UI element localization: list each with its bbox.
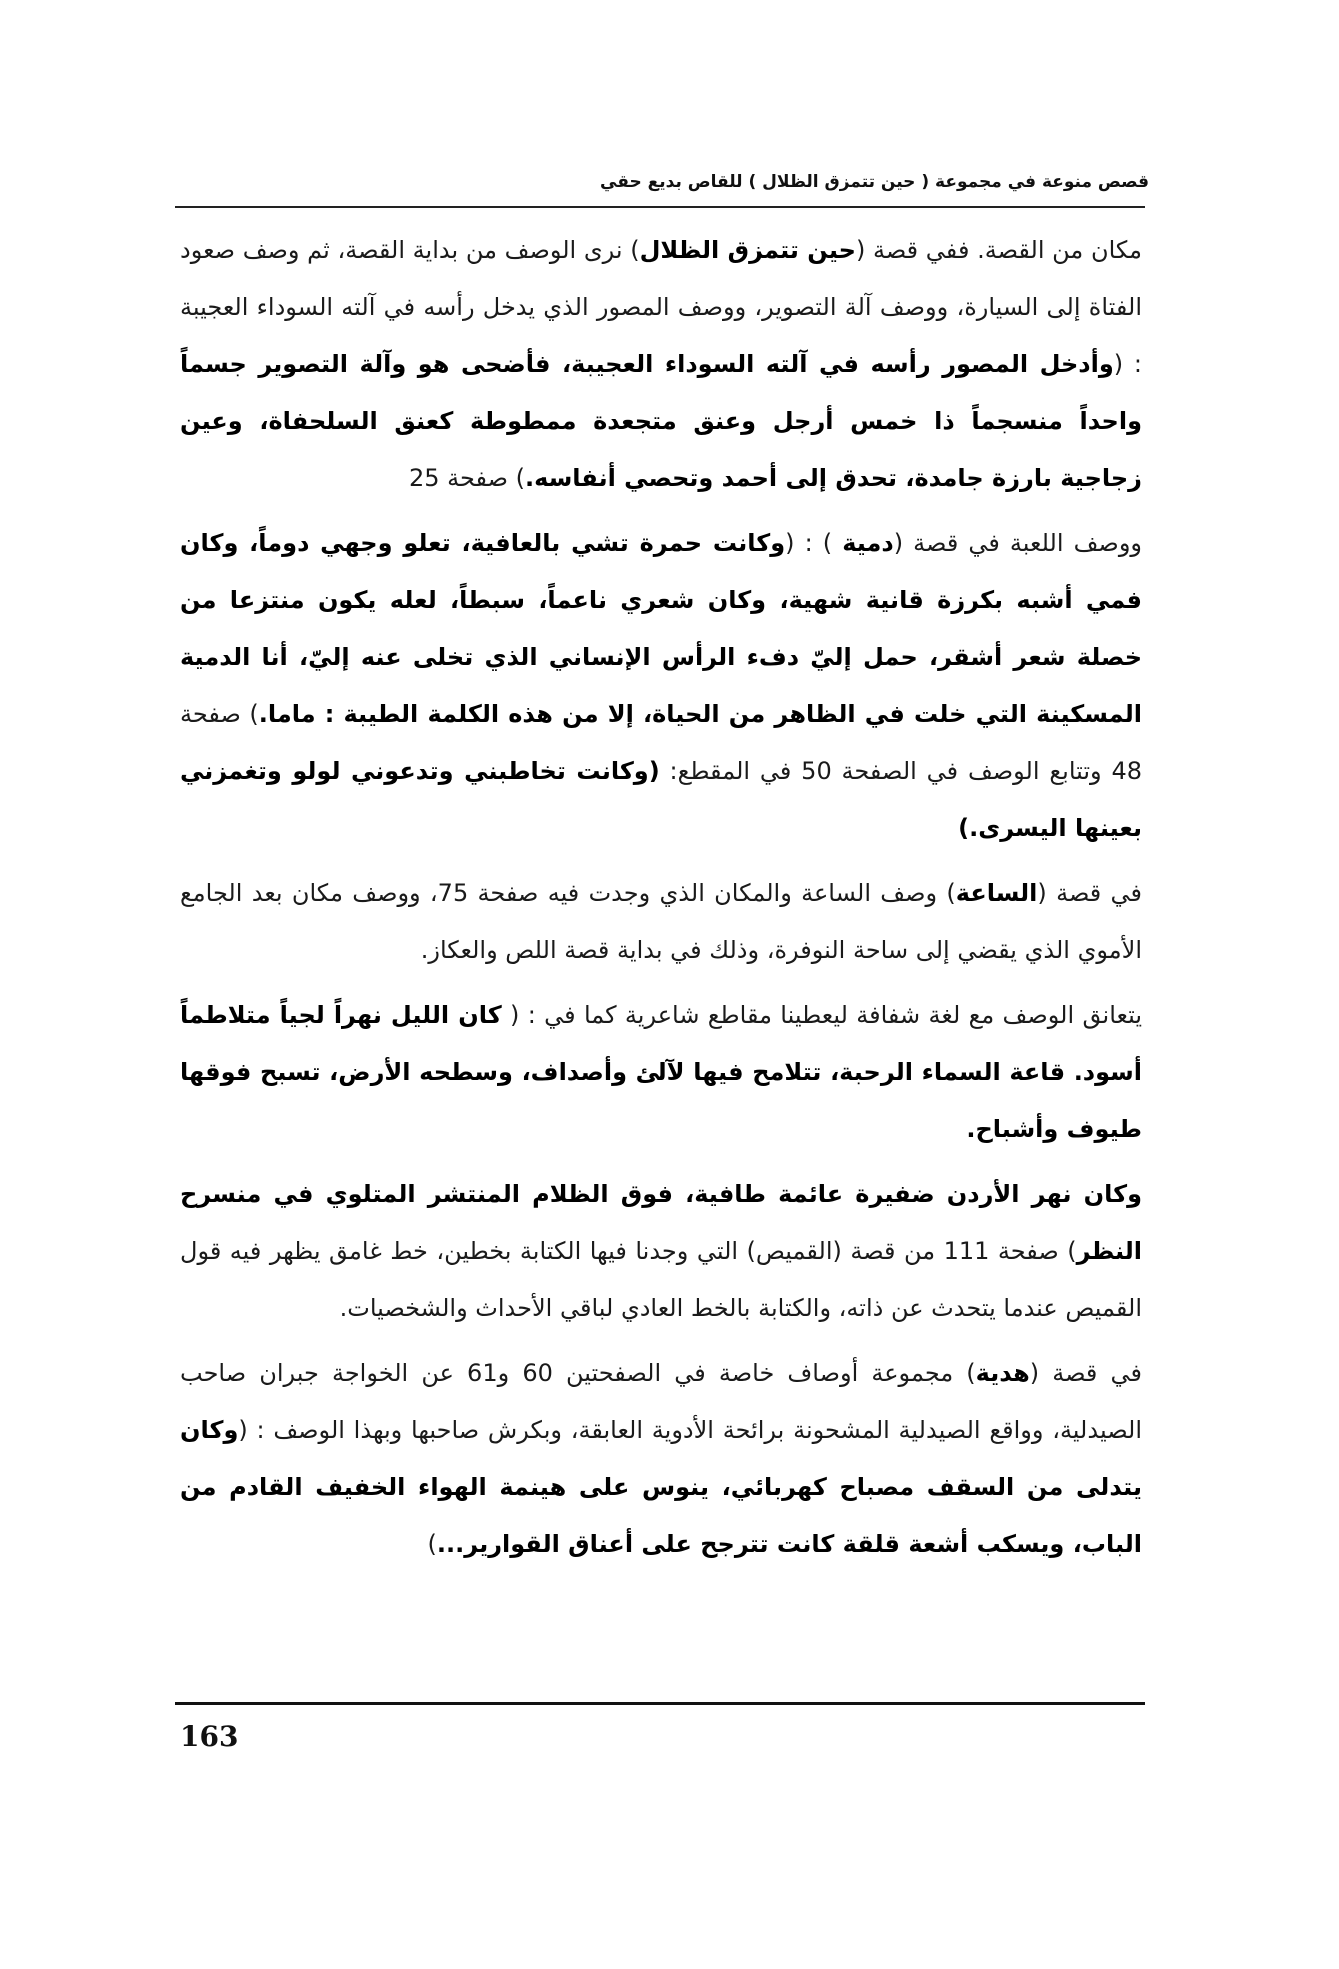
bold-quote: حين تتمزق الظلال [639,236,856,264]
text-run: ) مجموعة أوصاف خاصة في الصفحتين 60 و61 عن الخواجة جبران صاحب الصيدلية، وواقع الصيدلية المشحونة برائحة الأدوية العابقة، وبكرش صاحبها وبهذا الوصف : ( [180,1359,1142,1444]
page-number: 163 [180,1720,239,1753]
bold-quote: الساعة [955,879,1038,907]
bold-quote: هدية [975,1359,1030,1387]
paragraph [180,515,1142,857]
bold-quote: (وكانت تخاطبني وتدعوني لولو وتغمزني بعينها اليسرى.) [180,757,1142,842]
text-run: ) وصف الساعة والمكان الذي وجدت فيه صفحة 75، ووصف مكان بعد الجامع الأموي الذي يقضي إلى ساحة النوفرة، وذلك في بداية قصة اللص والعكاز. [180,879,1142,964]
text-run: ) صفحة 25 [408,464,526,492]
paragraph [180,865,1142,979]
text-run: يتعانق الوصف مع لغة شفافة ليعطينا مقاطع شاعرية كما في : ( [501,1001,1142,1029]
bold-quote: دمية [842,529,894,557]
text-run: ) صفحة 111 من قصة (القميص) التي وجدنا فيها الكتابة بخطين، خط غامق يظهر فيه قول القميص عندما يتحدث عن ذاته، والكتابة بالخط العادي لباقي الأحداث والشخصيات. [180,1237,1142,1322]
text-run: ) صفحة 48 وتتابع الوصف في الصفحة 50 في المقطع: [180,700,1143,785]
footer-rule [175,1702,1145,1705]
bold-quote: كان الليل نهراً لجياً متلاطماً أسود. قاعة السماء الرحبة، تتلامح فيها لآلئ وأصداف، وسطحه الأرض، تسبح فوقها طيوف وأشباح. [180,1001,1142,1143]
running-header: قصص منوعة في مجموعة ( حين تتمزق الظلال ) للقاص بديع حقي [600,172,1149,192]
text-run: في قصة ( [1029,1359,1142,1387]
text-run: ) نرى الوصف من بداية القصة، ثم وصف صعود الفتاة إلى السيارة، ووصف آلة التصوير، ووصف المصور الذي يدخل رأسه في آلته السوداء العجيبة : ( [180,236,1143,378]
body-text [180,222,1142,1581]
paragraph [180,1166,1142,1337]
bold-quote: وأدخل المصور رأسه في آلته السوداء العجيبة، فأضحى هو وآلة التصوير جسماً واحداً منسجماً ذا خمس أرجل وعنق متجعدة ممطوطة كعنق السلحفاة، وعين زجاجية بارزة جامدة، تحدق إلى أحمد وتحصي أنفاسه. [180,350,1142,492]
text-run: ) : ( [785,529,843,557]
bold-quote: وكان يتدلى من السقف مصباح كهربائي، ينوس على هينمة الهواء الخفيف القادم من الباب، ويسكب أشعة قلقة كانت تترجح على أعناق القوارير... [180,1416,1142,1558]
header-rule [175,206,1145,208]
text-run: ) [427,1530,437,1558]
text-run: في قصة ( [1037,879,1142,907]
paragraph [180,1345,1142,1573]
paragraph [180,987,1142,1158]
text-run: ووصف اللعبة في قصة ( [893,529,1142,557]
paragraph [180,222,1142,507]
bold-quote: وكانت حمرة تشي بالعافية، تعلو وجهي دوماً، وكان فمي أشبه بكرزة قانية شهية، وكان شعري ناعماً، سبطاً، لعله يكون منتزعا من خصلة شعر أشقر، حمل إليّ دفء الرأس الإنساني الذي تخلى عنه إليّ، أنا الدمية المسكينة التي خلت في الظاهر من الحياة، إلا من هذه الكلمة الطيبة : ماما. [180,529,1142,728]
bold-quote: وكان نهر الأردن ضفيرة عائمة طافية، فوق الظلام المنتشر المتلوي في منسرح النظر [180,1180,1142,1265]
text-run: مكان من القصة. ففي قصة ( [855,236,1142,264]
